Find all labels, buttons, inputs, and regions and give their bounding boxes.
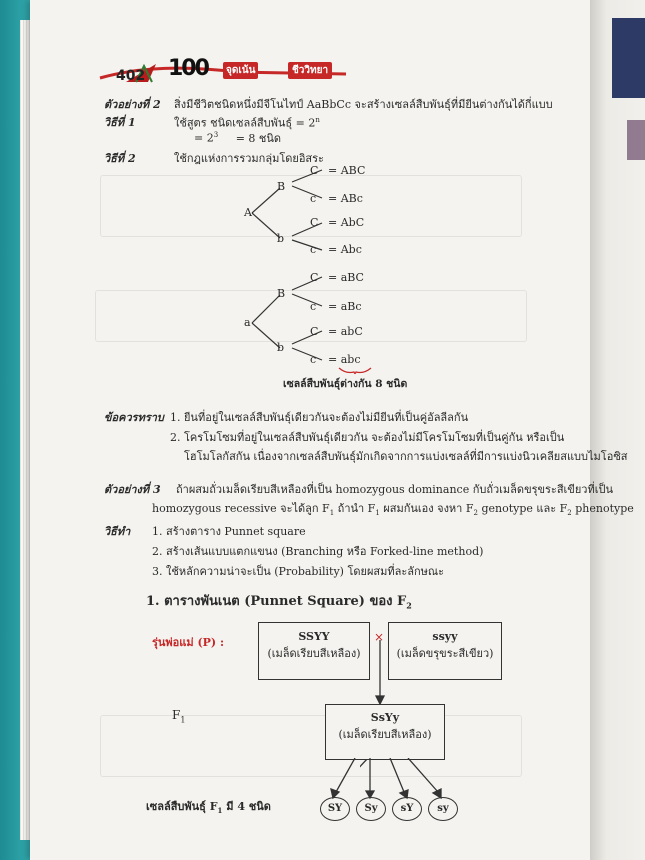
parent1-genotype: SSYY — [298, 630, 330, 643]
tree-node-C: C — [310, 216, 319, 229]
gamete-result: = abc — [328, 353, 361, 366]
section-title-subscript: 2 — [406, 600, 412, 611]
parent1-phenotype: (เมล็ดเรียบสีเหลือง) — [267, 646, 361, 660]
facing-page-strip — [627, 120, 645, 160]
solution-label: วิธีทำ — [104, 525, 131, 538]
page-number: 402 — [116, 68, 146, 84]
logo-number: 100 — [168, 56, 208, 81]
gamete-circle: SY — [320, 797, 350, 821]
f1-genotype: SsYy — [370, 711, 400, 724]
gamete-result: = ABc — [328, 192, 363, 205]
method1-formula-text: ใช้สูตร ชนิดเซลล์สืบพันธุ์ = 2 — [174, 116, 316, 130]
tree-node-B: B — [277, 180, 286, 193]
parent1-box — [258, 622, 370, 680]
method1-result — [194, 131, 281, 145]
brace-underline — [338, 366, 372, 376]
gamete-caption-count: มี 4 ชนิด — [222, 800, 271, 813]
gamete-result: = aBc — [328, 300, 362, 313]
gamete-result: = abC — [328, 325, 363, 338]
example3-label: ตัวอย่างที่ 3 — [104, 483, 161, 496]
gamete-result: = ABC — [328, 164, 366, 177]
example3-text: homozygous recessive จะได้ลูก F — [152, 502, 330, 515]
example3-line2 — [152, 502, 634, 518]
method1-exponent: n — [315, 116, 320, 124]
gamete-caption-text: เซลล์สืบพันธุ์ F — [146, 800, 218, 813]
cross-symbol: × — [374, 630, 385, 644]
example3-text: genotype และ F — [477, 502, 568, 515]
section-title-text: 1. ตารางพันเนต (Punnet Square) ของ F — [146, 594, 407, 609]
notes-label: ข้อควรทราบ — [104, 411, 164, 424]
tree-node-c: c — [310, 353, 317, 366]
tree-node-C: C — [310, 271, 319, 284]
solution-step: 1. สร้างตาราง Punnet square — [152, 525, 306, 538]
f1-label-text: F — [172, 708, 181, 722]
method1-result-exponent: 3 — [213, 131, 219, 139]
note-item-2: 2. โครโมโซมที่อยู่ในเซลล์สืบพันธุ์เดียวกัน จะต้องไม่มีโครโมโซมที่เป็นคู่กัน หรือเป็น — [170, 431, 565, 444]
gamete-circle: Sy — [356, 797, 386, 821]
gamete-result: = Abc — [328, 243, 362, 256]
subscript: 1 — [375, 509, 380, 518]
method2-label: วิธีที่ 2 — [104, 152, 136, 165]
tree-node-B: B — [277, 287, 286, 300]
tree-node-c: c — [310, 300, 317, 313]
tree-node-A: A — [244, 206, 252, 219]
gamete-result: = AbC — [328, 216, 365, 229]
logo-tag-subject: ชีววิทยา — [288, 62, 332, 79]
subscript: 1 — [329, 509, 335, 518]
gamete-result: = aBC — [328, 271, 364, 284]
tree-caption: เซลล์สืบพันธุ์ต่างกัน 8 ชนิด — [283, 378, 408, 390]
parent2-phenotype: (เมล็ดขรุขระสีเขียว) — [396, 646, 494, 660]
method1-result-base: = 2 — [194, 131, 214, 145]
solution-step: 2. สร้างเส้นแบบแตกแขนง (Branching หรือ Forked-line method) — [152, 545, 484, 558]
example2-label: ตัวอย่างที่ 2 — [104, 98, 161, 111]
example3-text: ถ้านำ F — [334, 502, 376, 515]
gamete-arrows — [320, 758, 460, 802]
tree-node-c: c — [310, 192, 317, 205]
note-item-1: 1. ยีนที่อยู่ในเซลล์สืบพันธุ์เดียวกันจะต้องไม่มียีนที่เป็นคู่อัลลีลกัน — [170, 411, 469, 424]
f1-label-subscript: 1 — [180, 715, 186, 725]
method1-result-value: = 8 ชนิด — [235, 131, 282, 145]
tree-node-a: a — [244, 316, 251, 329]
solution-step: 3. ใช้หลักความน่าจะเป็น (Probability) โดยผสมที่ละลักษณะ — [152, 565, 445, 578]
example2-question: สิ่งมีชีวิตชนิดหนึ่งมีจีโนไทป์ AaBbCc จะสร้างเซลล์สืบพันธุ์ที่มียีนต่างกันได้กี่แบบ — [174, 98, 553, 111]
subscript: 2 — [567, 509, 572, 518]
method2-text: ใช้กฎแห่งการรวมกลุ่มโดยอิสระ — [174, 152, 324, 165]
gamete-circle: sY — [392, 797, 422, 821]
parent-generation-label: รุ่นพ่อแม่ (P) : — [152, 636, 225, 649]
method1-label: วิธีที่ 1 — [104, 116, 136, 129]
tree-node-c: c — [310, 243, 317, 256]
section-title — [146, 594, 412, 611]
example3-text: phenotype — [571, 502, 634, 515]
gamete-caption — [146, 800, 271, 816]
logo-tag-focus: จุดเน้น — [223, 62, 258, 79]
series-logo — [148, 56, 338, 82]
tree-node-C: C — [310, 164, 319, 177]
parent2-genotype: ssyy — [432, 630, 458, 643]
note-item-2-cont: โฮโมโลกัสกัน เนื่องจากเซลล์สืบพันธุ์มักเกิดจากการแบ่งเซลล์ที่มีการแบ่งนิวเคลียสแบบไมโอซิส — [184, 450, 628, 463]
tree-node-b: b — [277, 341, 285, 354]
tree-node-b: b — [277, 232, 285, 245]
method1-formula — [174, 116, 320, 130]
facing-page-tab — [612, 18, 645, 98]
gamete-circle: sy — [428, 797, 458, 821]
subscript: 2 — [473, 509, 478, 518]
f1-box — [325, 704, 445, 760]
example3-line1: ถ้าผสมถั่วเมล็ดเรียบสีเหลืองที่เป็น homozygous dominance กับถั่วเมล็ดขรุขระสีเขียวที่เป็น — [176, 483, 613, 496]
gamete-caption-subscript: 1 — [217, 806, 223, 816]
f1-label — [172, 708, 185, 725]
tree-node-C: C — [310, 325, 319, 338]
example3-text: ผสมกันเอง จงหา F — [379, 502, 474, 515]
f1-phenotype: (เมล็ดเรียบสีเหลือง) — [338, 727, 432, 741]
